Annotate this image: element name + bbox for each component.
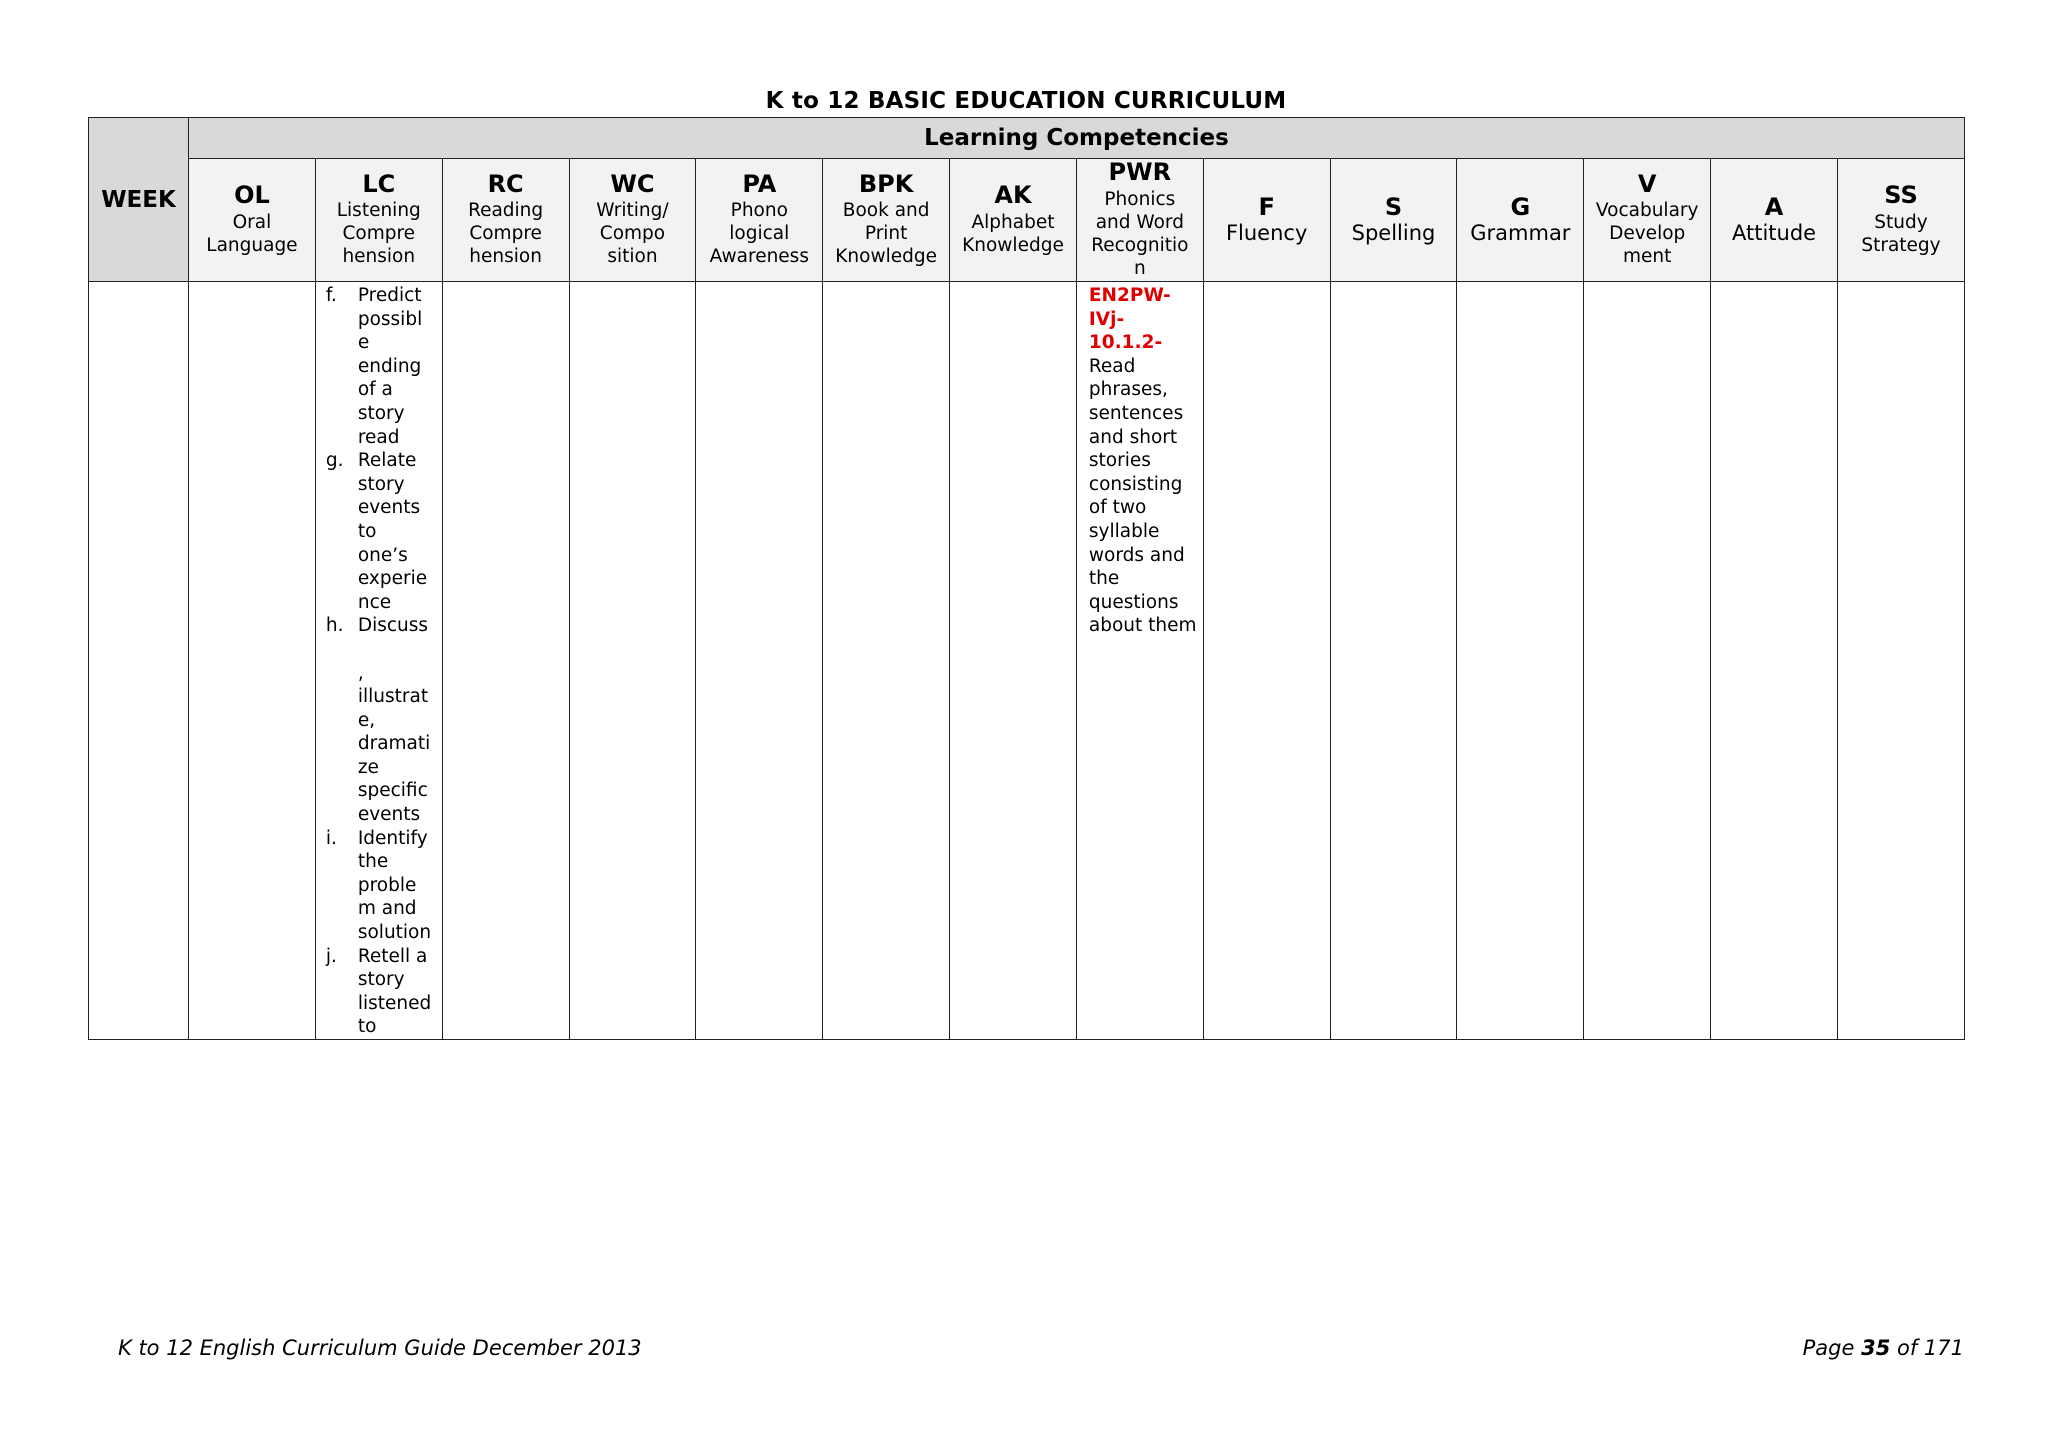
a-cell (1711, 282, 1838, 1040)
col-fullname: Vocabulary Develop ment (1595, 200, 1699, 268)
col-fullname: Book and Print Knowledge (835, 200, 937, 268)
col-fullname: Oral Language (206, 211, 298, 256)
col-code: AK (994, 181, 1032, 210)
col-header-a (1711, 159, 1838, 282)
col-code: RC (487, 169, 524, 198)
rc-cell (442, 282, 569, 1040)
ol-cell (189, 282, 316, 1040)
lc-competency-list (316, 282, 442, 1039)
col-code: PA (742, 169, 777, 198)
item-letter: f. (325, 285, 337, 306)
item-text: Identify the proble m and solution (357, 827, 432, 944)
lc-cell (315, 282, 442, 1040)
item-text: Retell a story listened to (357, 945, 432, 1038)
pa-cell (696, 282, 823, 1040)
list-item (326, 449, 438, 614)
page-prefix: Page (1802, 1336, 1855, 1360)
footer-page-number (1803, 1336, 1964, 1360)
col-code: A (1764, 192, 1784, 221)
col-fullname: Listening Compre hension (336, 200, 421, 268)
col-fullname: Reading Compre hension (468, 200, 544, 268)
item-letter: h. (325, 615, 344, 637)
col-fullname: Grammar (1470, 221, 1571, 246)
week-cell-empty (89, 282, 189, 1040)
col-header-f (1203, 159, 1330, 282)
col-header-rc (442, 159, 569, 282)
col-fullname: Phono logical Awareness (709, 200, 809, 268)
page-suffix: of 171 (1897, 1336, 1964, 1360)
col-code: SS (1884, 181, 1918, 210)
col-header-wc (569, 159, 696, 282)
col-header-g (1457, 159, 1584, 282)
curriculum-table (88, 117, 1965, 1040)
col-header-ss (1837, 159, 1964, 282)
item-text: Discuss , illustrat e, dramati ze specific events (357, 615, 431, 826)
g-cell (1457, 282, 1584, 1040)
col-fullname: Phonics and Word Recognitio n (1091, 188, 1189, 279)
col-header-pa (696, 159, 823, 282)
ss-cell (1837, 282, 1964, 1040)
col-fullname: Study Strategy (1861, 211, 1941, 256)
f-cell (1203, 282, 1330, 1040)
col-code: G (1510, 192, 1531, 221)
v-cell (1584, 282, 1711, 1040)
col-header-ak (950, 159, 1077, 282)
item-text: Relate story events to one’s experie nce (357, 450, 428, 613)
learning-competencies-header: Learning Competencies (189, 118, 1965, 159)
week-header: WEEK (89, 118, 189, 282)
col-code: LC (362, 169, 396, 198)
col-header-ol (189, 159, 316, 282)
col-code: F (1258, 192, 1275, 221)
col-fullname: Writing/ Compo sition (596, 200, 669, 268)
col-code: S (1384, 192, 1403, 221)
col-header-bpk (823, 159, 950, 282)
ak-cell (950, 282, 1077, 1040)
col-fullname: Attitude (1732, 221, 1817, 246)
footer-guide-title: K to 12 English Curriculum Guide December 2013 (118, 1336, 642, 1360)
col-code: PWR (1108, 158, 1172, 187)
col-header-v (1584, 159, 1711, 282)
col-code: BPK (858, 169, 914, 198)
col-fullname: Spelling (1351, 221, 1436, 246)
col-code: V (1637, 169, 1657, 198)
list-item (326, 945, 438, 1039)
item-letter: g. (325, 450, 344, 472)
item-letter: j. (325, 945, 337, 967)
pwr-cell (1076, 282, 1203, 1040)
col-fullname: Alphabet Knowledge (962, 211, 1064, 256)
competency-code: EN2PW- IVj- 10.1.2- (1088, 285, 1171, 354)
table-row (89, 282, 1965, 1040)
bpk-cell (823, 282, 950, 1040)
item-letter: i. (325, 827, 337, 849)
list-item (326, 284, 438, 449)
col-code: WC (610, 169, 655, 198)
item-text: Predict possibl e ending of a story read (357, 285, 423, 448)
competency-text: Read phrases, sentences and short stories consisting of two syllable words and the questions about them (1088, 355, 1197, 637)
list-item (326, 827, 438, 945)
column-header-row (89, 159, 1965, 282)
col-code: OL (234, 181, 270, 210)
wc-cell (569, 282, 696, 1040)
document-title: K to 12 BASIC EDUCATION CURRICULUM (765, 88, 1287, 114)
current-page: 35 (1861, 1336, 1891, 1360)
col-header-s (1330, 159, 1457, 282)
col-fullname: Fluency (1225, 221, 1308, 246)
col-header-lc (315, 159, 442, 282)
s-cell (1330, 282, 1457, 1040)
list-item (326, 614, 438, 826)
col-header-pwr (1076, 159, 1203, 282)
